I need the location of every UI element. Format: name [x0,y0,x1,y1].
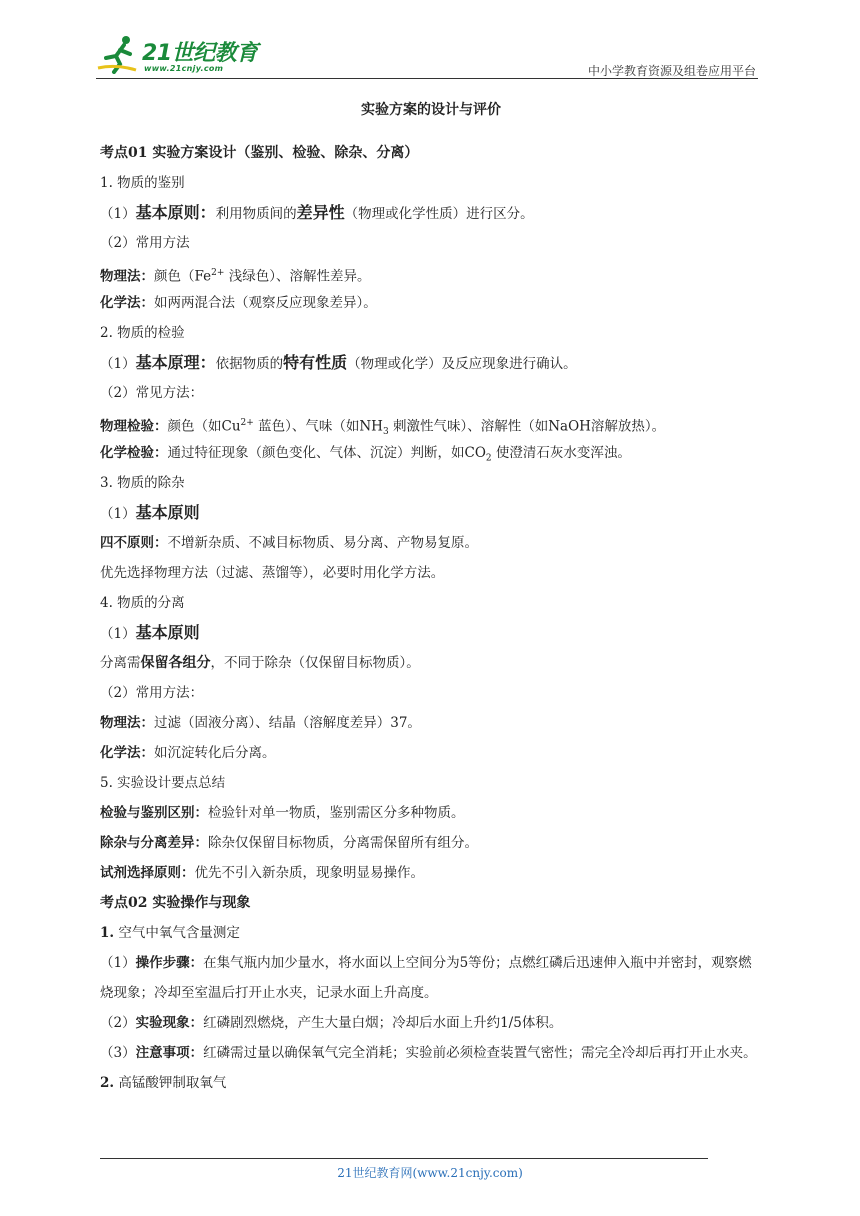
paragraph [100,498,762,528]
paragraph [100,828,762,858]
text: 过滤（固液分离）、结晶（溶解度差异）37。 [154,715,421,731]
paragraph [100,198,762,228]
superscript: 2+ [240,418,254,428]
subscript: 2 [485,453,492,464]
paragraph [100,738,762,768]
bold-text: 基本原则 [135,503,200,522]
text: 利用物质间的 [215,206,297,222]
page-title: 实验方案的设计与评价 [361,102,501,118]
bold-text: 化学检验： [100,445,168,461]
text: 不增新杂质、不减目标物质、易分离、产物易复原。 [167,535,478,551]
subscript: 3 [382,427,389,438]
page-header [0,0,860,90]
text: 通过特征现象（颜色变化、气体、沉淀）判断，如CO [167,445,486,461]
text: 颜色（Fe [154,268,212,285]
text: （物理或化学性质）进行区分。 [344,206,534,222]
bold-text: 物理法： [100,268,154,285]
logo-text: 21世纪教育 [142,41,258,66]
text: 高锰酸钾制取氧气 [114,1075,227,1091]
platform-name: 中小学教育资源及组卷应用平台 [587,64,756,78]
text: ，不同于除杂（仅保留目标物质）。 [210,655,420,671]
bold-text: 基本原则 [135,623,200,642]
runner-logo-icon [96,34,142,74]
paragraph: （2）常用方法 [100,235,190,251]
paragraph [100,1008,762,1038]
number: 1. [100,925,115,941]
footer-link[interactable]: 21世纪教育网(www.21cnjy.com) [337,1166,523,1180]
bold-text: 基本原理： [135,353,216,372]
header-divider [96,78,758,79]
text: 除杂仅保留目标物质，分离需保留所有组分。 [208,835,478,851]
text: 空气中氧气含量测定 [114,925,240,941]
paragraph [100,948,762,1008]
text: （1） [100,955,136,971]
paragraph [100,1038,762,1068]
section-heading-2: 考点02 实验操作与现象 [100,895,251,911]
text: 红磷剧烈燃烧，产生大量白烟；冷却后水面上升约1/5体积。 [203,1015,563,1031]
paragraph [100,708,762,738]
text: （2） [100,1015,136,1031]
bold-text: 四不原则： [100,535,168,551]
text: 使澄清石灰水变浑浊。 [491,445,631,461]
paragraph: （2）常用方法： [100,685,204,701]
bold-text: 化学法： [100,295,154,311]
text: 如两两混合法（观察反应现象差异）。 [154,295,377,311]
text: 浅绿色）、溶解性差异。 [224,268,371,285]
document-body [100,96,762,1098]
text: 在集气瓶内加少量水，将水面以上空间分为5等份；点燃红磷后迅速伸入瓶中并密封，观察燃烧现象；冷却至室温后打开止水夹，记录水面上升高度。 [100,955,752,1001]
paragraph [100,618,762,648]
text: （1） [100,506,136,522]
topic-2-title: 2. 物质的检验 [100,325,185,341]
paragraph [100,858,762,888]
superscript: 2+ [211,268,225,278]
text: （1） [100,206,136,222]
logo-url: www.21cnjy.com [144,64,224,73]
paragraph [100,348,762,378]
bold-text: 特有性质 [283,353,348,372]
paragraph [100,408,762,438]
text: 蓝色）、气味（如NH [253,418,383,435]
bold-text: 基本原则： [135,203,216,222]
text: （物理或化学）及反应现象进行确认。 [347,356,577,372]
paragraph [100,258,762,288]
text: 红磷需过量以确保氧气完全消耗；实验前必须检查装置气密性；需完全冷却后再打开止水夹。 [203,1045,757,1061]
text: （1） [100,356,136,372]
paragraph [100,798,762,828]
text: 颜色（如Cu [167,418,241,435]
bold-text: 操作步骤： [135,955,204,971]
paragraph: （2）常见方法： [100,385,204,401]
topic-1-title [100,918,762,948]
bold-text: 物理检验： [100,418,168,435]
paragraph: 优先选择物理方法（过滤、蒸馏等），必要时用化学方法。 [100,565,445,581]
number: 2. [100,1075,115,1091]
logo [96,34,266,78]
text: （3） [100,1045,136,1061]
bold-text: 物理法： [100,715,154,731]
paragraph [100,438,762,468]
topic-4-title: 4. 物质的分离 [100,595,185,611]
topic-5-title: 5. 实验设计要点总结 [100,775,226,791]
text: 优先不引入新杂质，现象明显易操作。 [194,865,424,881]
text: 分离需 [100,655,141,671]
text: 如沉淀转化后分离。 [154,745,276,761]
bold-text: 保留各组分 [140,655,211,671]
topic-2-title [100,1068,762,1098]
section-heading-1: 考点01 实验方案设计（鉴别、检验、除杂、分离） [100,145,419,161]
bold-text: 除杂与分离差异： [100,835,208,851]
paragraph [100,528,762,558]
bold-text: 注意事项： [135,1045,204,1061]
bold-text: 试剂选择原则： [100,865,195,881]
topic-1-title: 1. 物质的鉴别 [100,175,185,191]
text: 依据物质的 [215,356,284,372]
bold-text: 检验与鉴别区别： [100,805,208,821]
bold-text: 化学法： [100,745,154,761]
text: 刺激性气味）、溶解性（如NaOH溶解放热）。 [388,418,666,435]
bold-text: 实验现象： [135,1015,204,1031]
paragraph [100,288,762,318]
footer-divider [100,1158,708,1159]
bold-text: 差异性 [296,203,345,222]
paragraph [100,648,762,678]
text: 检验针对单一物质，鉴别需区分多种物质。 [208,805,465,821]
topic-3-title: 3. 物质的除杂 [100,475,185,491]
text: （1） [100,626,136,642]
